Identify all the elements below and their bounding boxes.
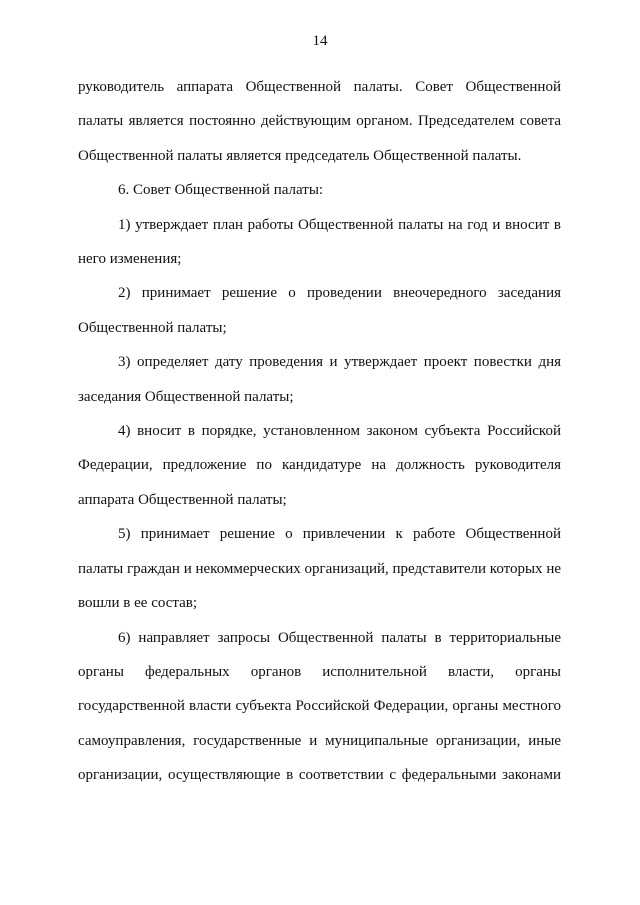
paragraph-subitem-3: 3) определяет дату проведения и утверждает проект повестки дня заседания Общественной палаты; [78,354,561,405]
page-number: 14 [312,33,328,49]
paragraph-item-6-heading: 6. Совет Общественной палаты: [118,182,324,199]
paragraph-council-composition: руководитель аппарата Общественной палаты. Совет Общественной палаты является постоянно действующим органом. Председателем совета Общественной палаты является председатель Общественной палаты. [78,79,561,164]
paragraph-subitem-6: 6) направляет запросы Общественной палаты в территориальные органы федеральных органов исполнительной власти, органы государственной власти субъекта Российской Федерации, органы местного самоуправления, государственные и муниципальные организации, иные организации, осуществляющие в соответствии с федеральными законами [78,629,561,784]
paragraph-subitem-4: 4) вносит в порядке, установленном законом субъекта Российской Федерации, предложение по кандидатуре на должность руководителя аппарата Общественной палаты; [78,423,561,508]
document-body [78,70,561,793]
paragraph-subitem-1: 1) утверждает план работы Общественной палаты на год и вносит в него изменения; [78,216,561,268]
paragraph-subitem-2: 2) принимает решение о проведении внеочередного заседания Общественной палаты; [78,285,561,336]
paragraph-subitem-5: 5) принимает решение о привлечении к работе Общественной палаты граждан и некоммерческих организаций, представители которых не вошли в ее состав; [78,526,561,612]
